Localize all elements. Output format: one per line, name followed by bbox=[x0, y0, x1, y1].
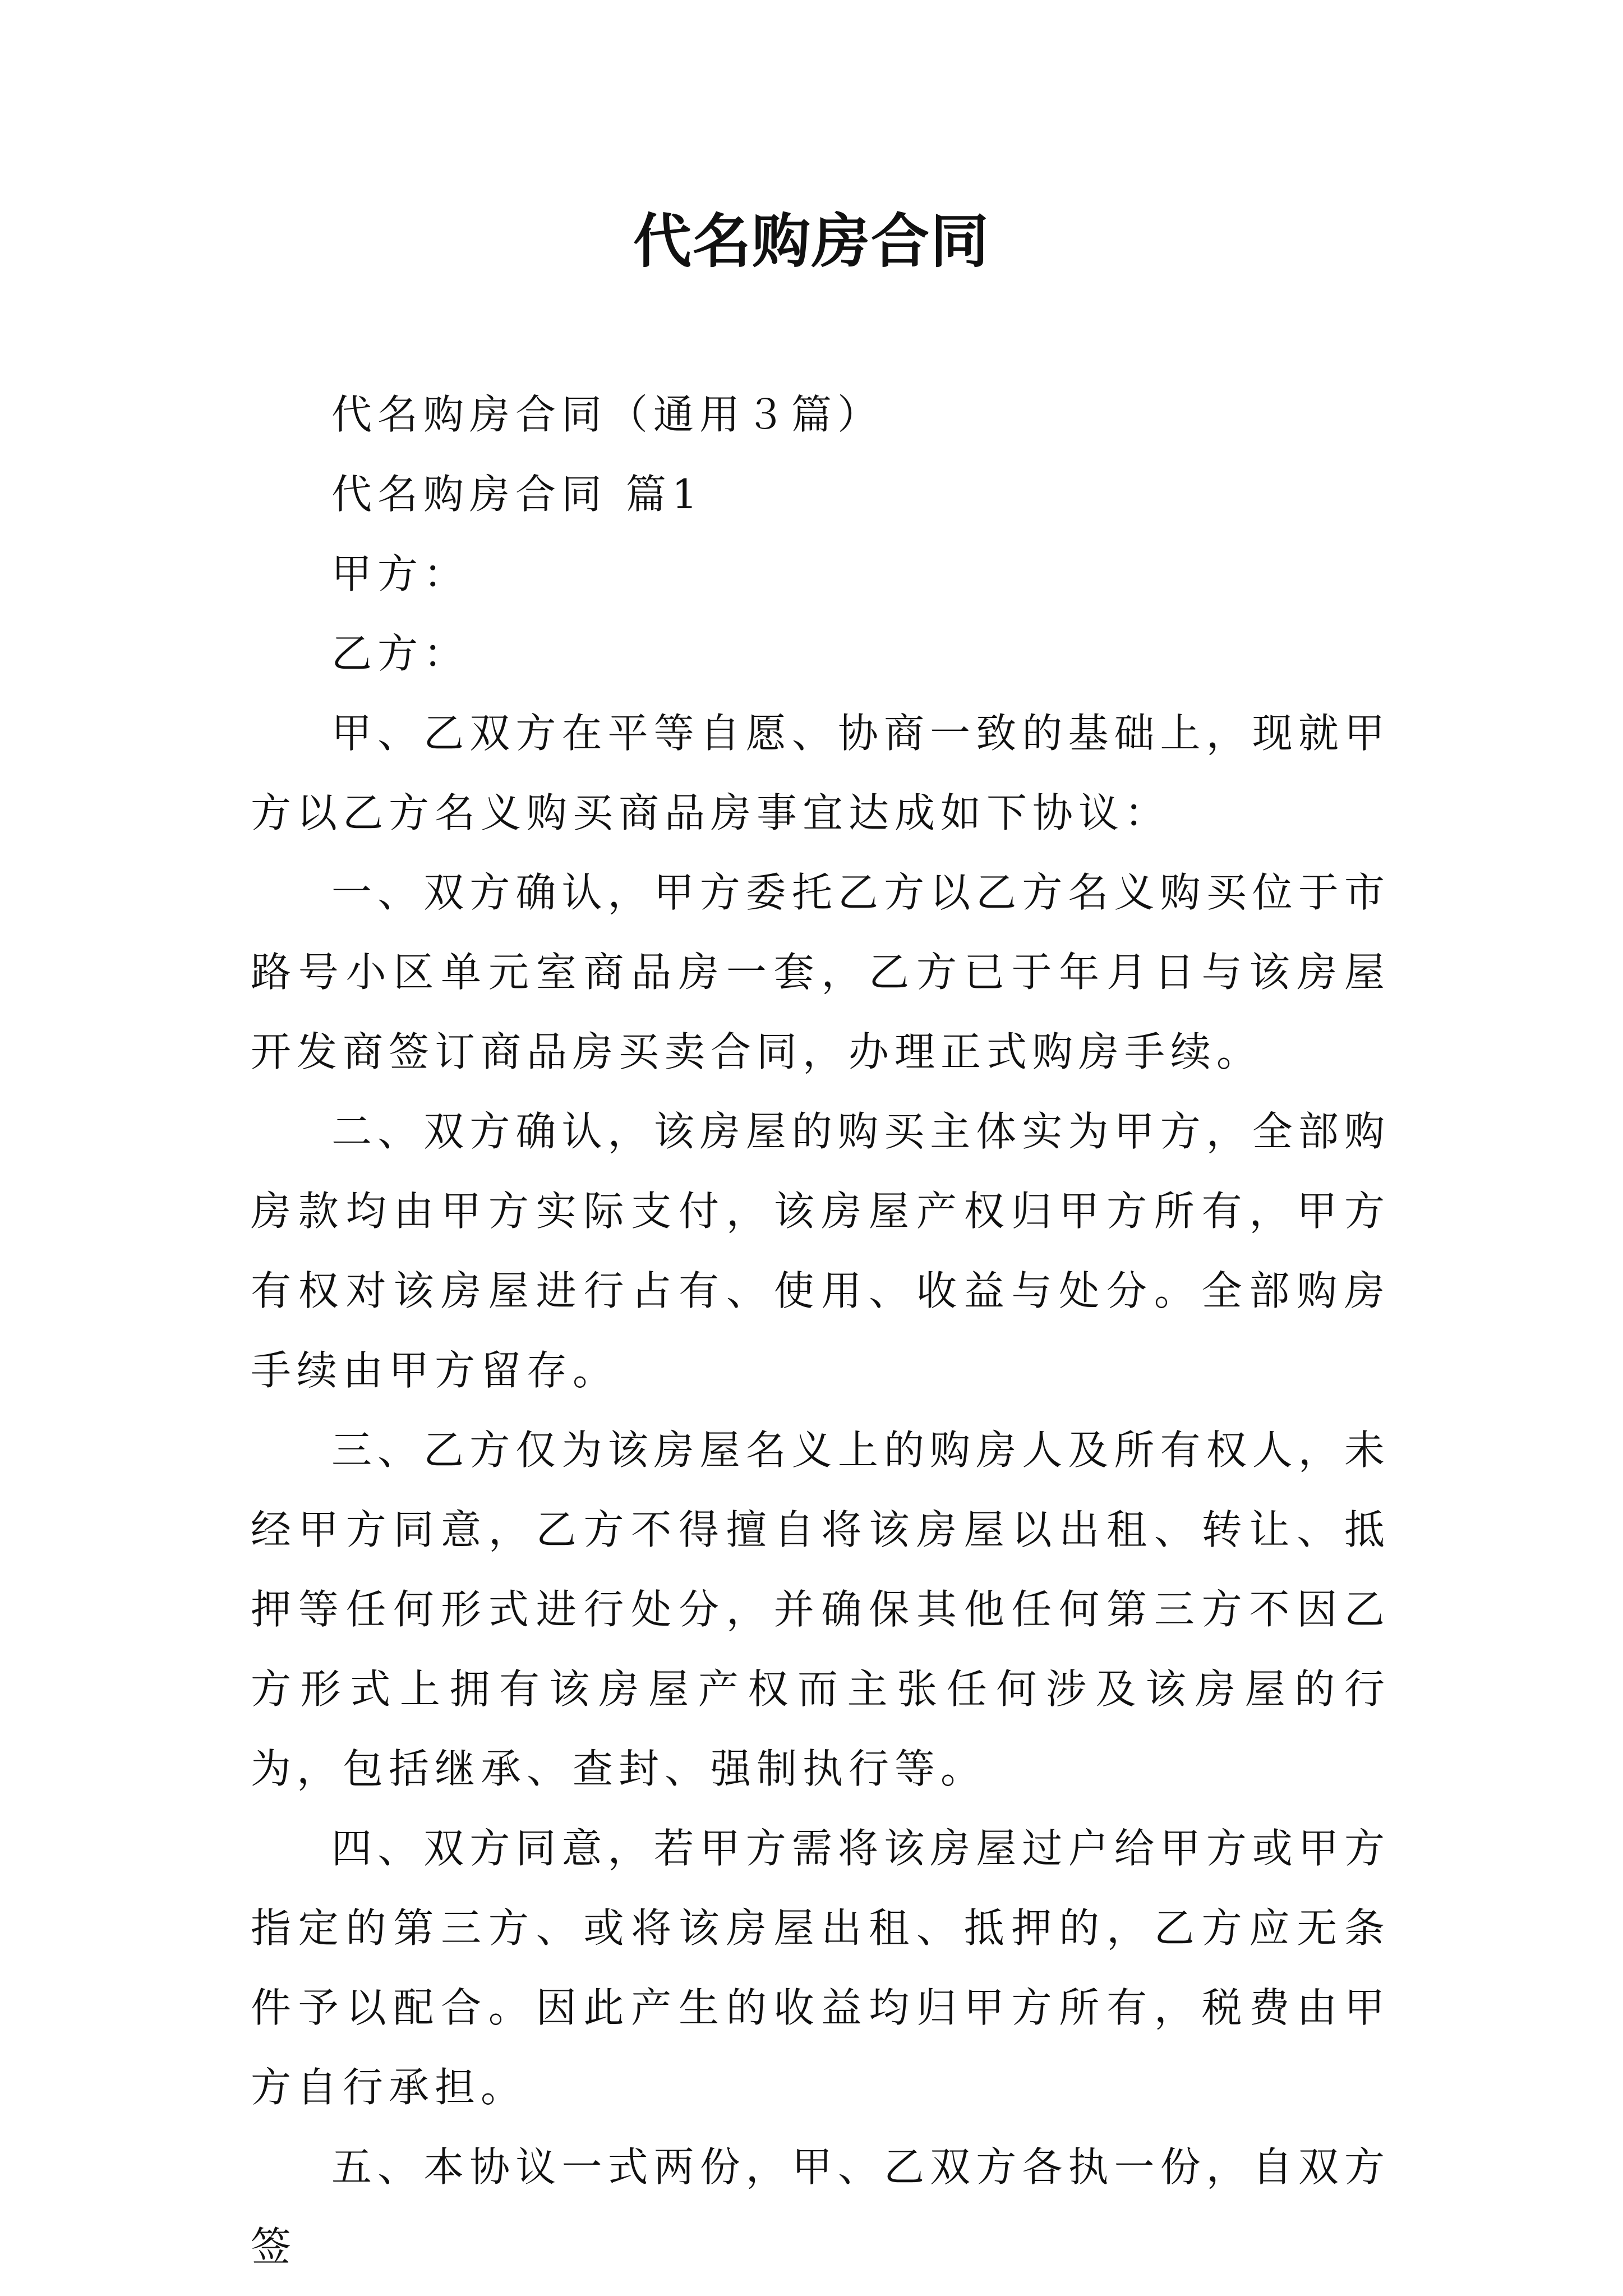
paragraph-party-b: 乙方： bbox=[331, 630, 470, 677]
paragraph-clause-2: 二、双方确认，该房屋的购买主体实为甲方，全部购房款均由甲方实际支付，该房屋产权归甲方所有，甲方有权对该房屋进行占有、使用、收益与处分。全部购房手续由甲方留存。 bbox=[251, 1108, 1390, 1394]
paragraph-clause-3: 三、乙方仅为该房屋名义上的购房人及所有权人，未经甲方同意，乙方不得擅自将该房屋以出租、转让、抵押等任何形式进行处分，并确保其他任何第三方不因乙方形式上拥有该房屋产权而主张任何涉及该房屋的行为，包括继承、查封、强制执行等。 bbox=[251, 1427, 1390, 1792]
document-title: 代名购房合同 bbox=[633, 206, 990, 275]
paragraph-section-heading: 代名购房合同 篇1 bbox=[331, 471, 703, 518]
paragraph-clause-4: 四、双方同意，若甲方需将该房屋过户给甲方或甲方指定的第三方、或将该房屋出租、抵押的，乙方应无条件予以配合。因此产生的收益均归甲方所有，税费由甲方自行承担。 bbox=[251, 1825, 1390, 2111]
document-body bbox=[251, 375, 1390, 2286]
paragraph-subtitle: 代名购房合同（通用３篇） bbox=[331, 391, 884, 438]
paragraph-clause-1: 一、双方确认，甲方委托乙方以乙方名义购买位于市路号小区单元室商品房一套，乙方已于年月日与该房屋开发商签订商品房买卖合同，办理正式购房手续。 bbox=[251, 869, 1390, 1075]
paragraph-party-a: 甲方： bbox=[331, 550, 470, 597]
paragraph-preamble: 甲、乙双方在平等自愿、协商一致的基础上，现就甲方以乙方名义购买商品房事宜达成如下协议： bbox=[251, 710, 1390, 836]
paragraph-clause-5: 五、本协议一式两份，甲、乙双方各执一份，自双方签 bbox=[251, 2143, 1390, 2270]
